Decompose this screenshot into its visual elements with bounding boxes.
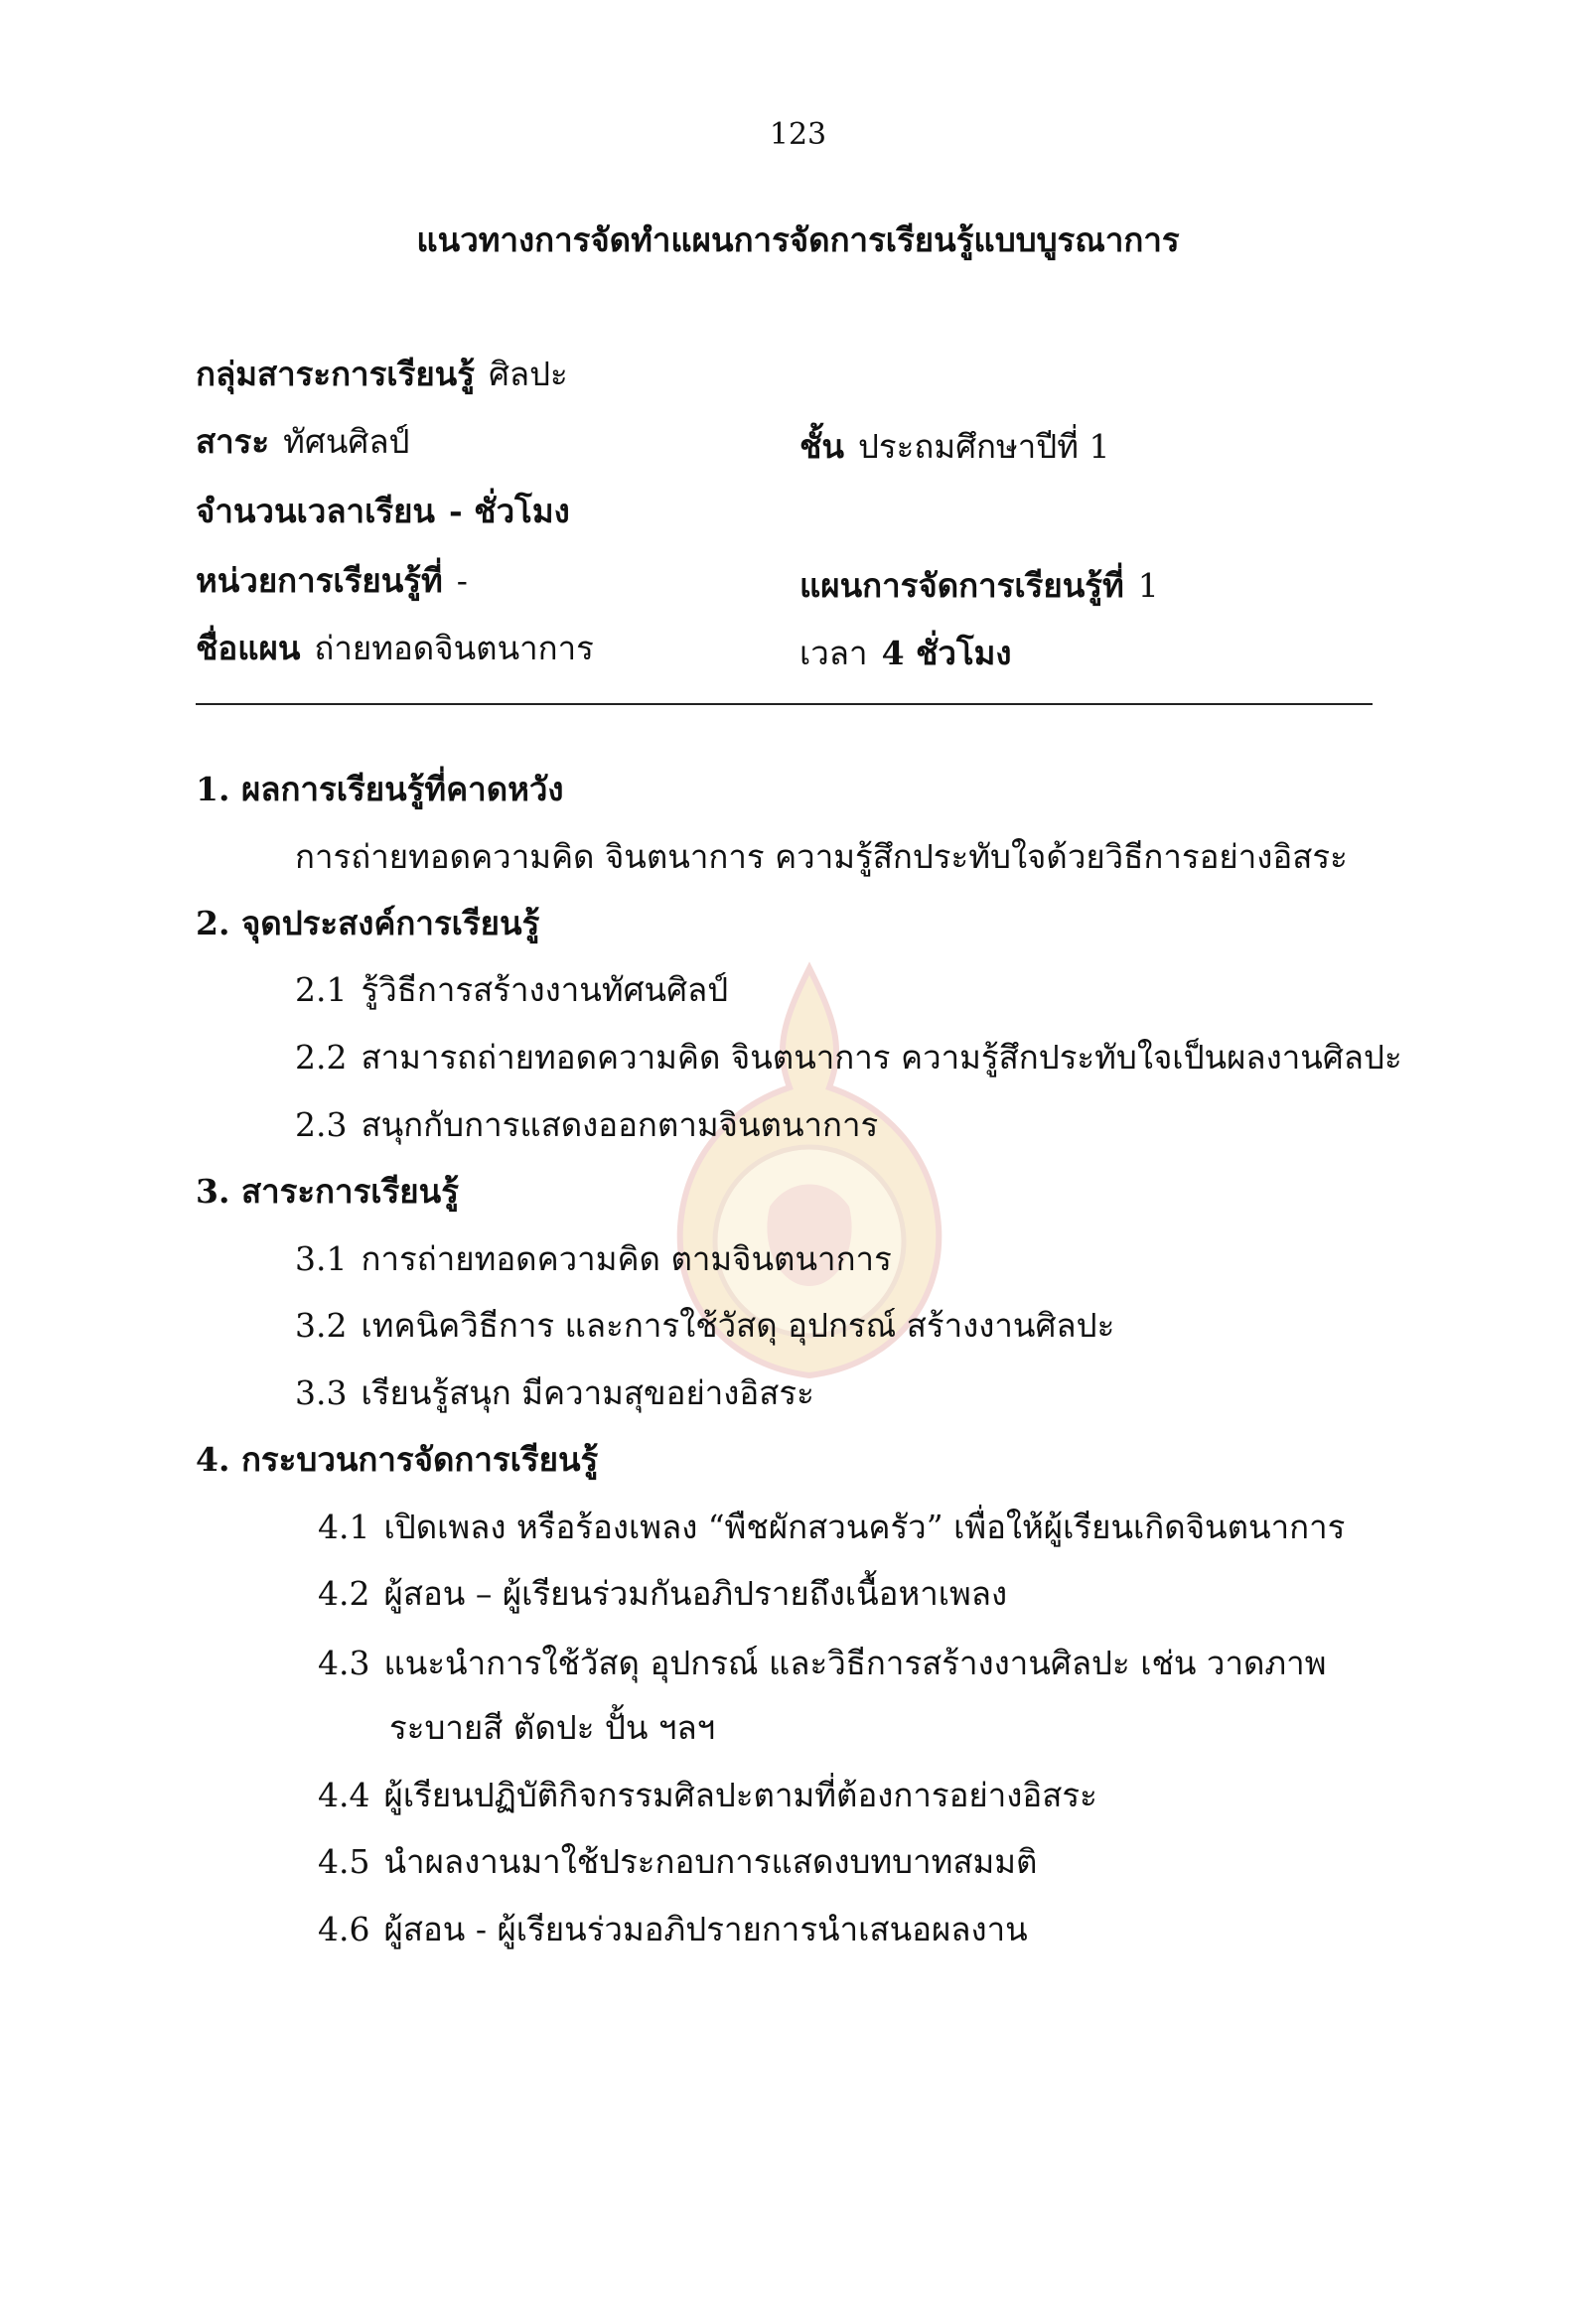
item-text: สนุกกับการแสดงออกตามจินตนาการ [361, 1105, 879, 1144]
list-item-continuation: ระบายสี ตัดปะ ปั้น ฯลฯ [389, 1708, 716, 1747]
list-item [318, 1771, 1097, 1820]
grade-label: ชั้น [799, 427, 844, 466]
section-1-text: การถ่ายทอดความคิด จินตนาการ ความรู้สึกประทับใจด้วยวิธีการอย่างอิสระ [295, 837, 1348, 876]
item-number: 4.3 [318, 1644, 370, 1682]
item-text: ผู้เรียนปฏิบัติกิจกรรมศิลปะตามที่ต้องการอย่างอิสระ [383, 1776, 1097, 1814]
item-text: นำผลงานมาใช้ประกอบการแสดงบทบาทสมมติ [383, 1842, 1038, 1881]
meta-unit [196, 556, 468, 606]
time-value: 4 ชั่วโมง [881, 634, 1012, 672]
item-number: 2.1 [295, 970, 348, 1009]
item-number: 4.2 [318, 1574, 370, 1613]
list-item [295, 1301, 1114, 1351]
list-item [295, 1234, 892, 1284]
meta-plan-number [799, 561, 1159, 611]
time-label: เวลา [799, 634, 868, 672]
plan-number-value: 1 [1137, 566, 1159, 605]
list-item [295, 1100, 878, 1150]
section-1-heading: 1. ผลการเรียนรู้ที่คาดหวัง [196, 770, 564, 808]
hours-label: จำนวนเวลาเรียน [196, 492, 435, 530]
grade-value: ประถมศึกษาปีที่ 1 [857, 427, 1110, 466]
item-text: สามารถถ่ายทอดความคิด จินตนาการ ความรู้สึกประทับใจเป็นผลงานศิลปะ [361, 1038, 1402, 1077]
item-number: 2.2 [295, 1038, 348, 1077]
section-2-heading: 2. จุดประสงค์การเรียนรู้ [196, 904, 540, 942]
list-item [318, 1905, 1028, 1954]
subject-group-value: ศิลปะ [488, 355, 568, 393]
unit-value: - [456, 561, 468, 600]
subject-group-label: กลุ่มสาระการเรียนรู้ [196, 355, 475, 393]
meta-grade [799, 422, 1110, 472]
item-text: ผู้สอน – ผู้เรียนร่วมกันอภิปรายถึงเนื้อหาเพลง [383, 1574, 1008, 1613]
plan-name-value: ถ่ายทอดจินตนาการ [314, 629, 594, 667]
strand-label: สาระ [196, 422, 270, 461]
item-number: 2.3 [295, 1105, 348, 1144]
header-divider [196, 703, 1373, 705]
item-text: เรียนรู้สนุก มีความสุขอย่างอิสระ [361, 1373, 814, 1412]
meta-subject-group [196, 350, 568, 399]
plan-name-label: ชื่อแผน [196, 629, 301, 667]
section-4-heading: 4. กระบวนการจัดการเรียนรู้ [196, 1440, 599, 1479]
plan-number-label: แผนการจัดการเรียนรู้ที่ [799, 566, 1124, 605]
hours-value: - ชั่วโมง [448, 492, 570, 530]
meta-strand [196, 417, 410, 467]
meta-plan-name [196, 624, 594, 673]
list-item [295, 965, 728, 1015]
list-item [295, 1368, 814, 1418]
list-item [318, 1569, 1007, 1619]
section-3-heading: 3. สาระการเรียนรู้ [196, 1172, 459, 1211]
item-text: เปิดเพลง หรือร้องเพลง “พืชผักสวนครัว” เพื่อให้ผู้เรียนเกิดจินตนาการ [383, 1508, 1346, 1546]
item-number: 3.2 [295, 1306, 348, 1345]
item-text: แนะนำการใช้วัสดุ อุปกรณ์ และวิธีการสร้างงานศิลปะ เช่น วาดภาพ [383, 1644, 1327, 1682]
page-number: 123 [769, 117, 827, 152]
unit-label: หน่วยการเรียนรู้ที่ [196, 561, 443, 600]
item-text: การถ่ายทอดความคิด ตามจินตนาการ [361, 1239, 892, 1278]
item-number: 4.4 [318, 1776, 370, 1814]
item-number: 3.1 [295, 1239, 348, 1278]
meta-time [799, 629, 1012, 678]
item-number: 4.6 [318, 1910, 370, 1948]
document-title: แนวทางการจัดทำแผนการจัดการเรียนรู้แบบบูรณาการ [416, 220, 1180, 259]
item-text: ผู้สอน - ผู้เรียนร่วมอภิปรายการนำเสนอผลงาน [383, 1910, 1028, 1948]
list-item [295, 1033, 1402, 1082]
item-number: 4.1 [318, 1508, 370, 1546]
list-item [318, 1639, 1326, 1688]
list-item [318, 1837, 1037, 1887]
item-text: เทคนิควิธีการ และการใช้วัสดุ อุปกรณ์ สร้างงานศิลปะ [361, 1306, 1115, 1345]
strand-value: ทัศนศิลป์ [283, 422, 410, 461]
item-text: รู้วิธีการสร้างงานทัศนศิลป์ [361, 970, 729, 1009]
item-number: 3.3 [295, 1373, 348, 1412]
list-item [318, 1503, 1345, 1552]
item-number: 4.5 [318, 1842, 370, 1881]
meta-hours [196, 487, 570, 536]
